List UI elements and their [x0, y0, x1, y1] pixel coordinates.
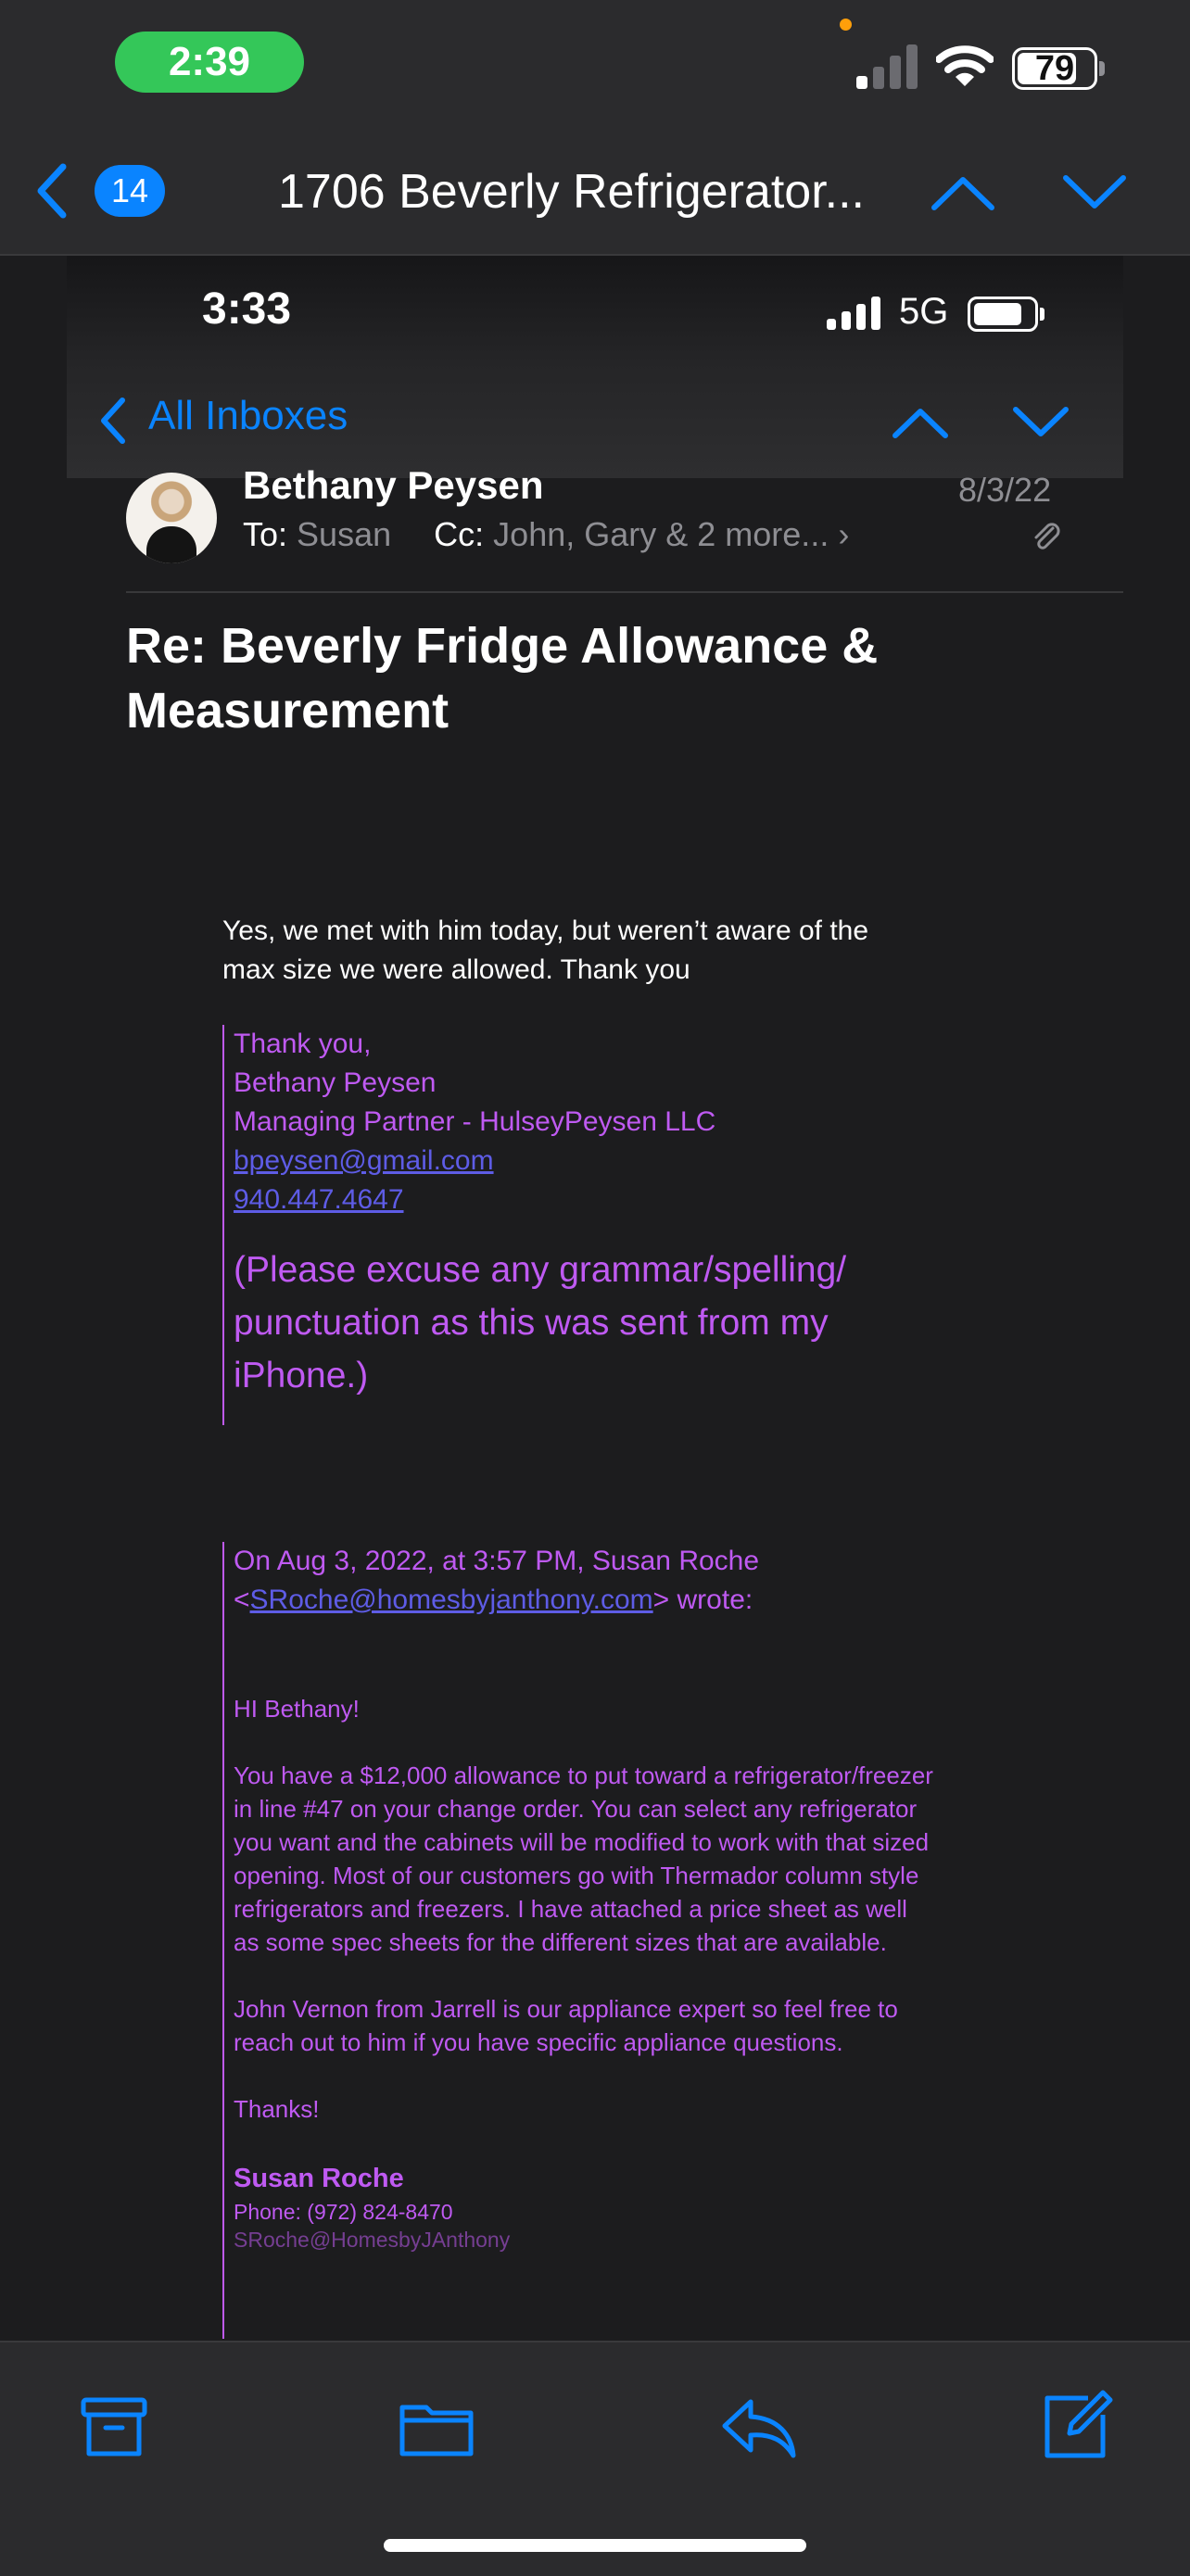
privacy-indicator-dot	[840, 19, 852, 31]
quoted-closing: Thanks!	[234, 2095, 320, 2123]
signature-phone-link[interactable]: 940.447.4647	[234, 1184, 404, 1215]
cc-label: Cc:	[434, 515, 485, 553]
email-subject: Re: Beverly Fridge Allowance & Measurement	[126, 618, 879, 739]
signature-thanks: Thank you,	[234, 1029, 372, 1059]
to-recipients: Susan	[297, 515, 392, 553]
inner-back-chevron-icon	[98, 397, 128, 445]
battery-percentage: 79	[1034, 49, 1075, 88]
header-divider	[126, 591, 1123, 593]
folder-icon[interactable]	[395, 2385, 478, 2469]
quoted-greeting: HI Bethany!	[234, 1695, 360, 1723]
next-message-icon[interactable]	[1062, 172, 1127, 213]
cc-recipients: John, Gary & 2 more...	[493, 515, 829, 553]
battery-icon	[1012, 47, 1097, 90]
wifi-icon	[936, 43, 994, 89]
quoted-sender-email-link[interactable]: SRoche@homesbyjanthony.com	[249, 1585, 653, 1615]
previous-message-icon[interactable]	[930, 172, 995, 213]
quoted-header: On Aug 3, 2022, at 3:57 PM, Susan Roche <SRoche@homesbyjanthony.com> wrote:	[234, 1546, 760, 1615]
unread-count-badge[interactable]: 14	[95, 165, 165, 217]
sender-avatar[interactable]	[126, 473, 217, 563]
email-body-text: Yes, we met with him today, but weren’t aware of the max size we were allowed. Thank you	[222, 915, 869, 985]
inner-previous-icon	[892, 404, 949, 441]
signature-email-link[interactable]: bpeysen@gmail.com	[234, 1145, 494, 1176]
inner-network-label: 5G	[899, 291, 949, 332]
signature-title: Managing Partner - HulseyPeysen LLC	[234, 1106, 716, 1137]
inner-cellular-signal-icon	[827, 295, 882, 330]
quoted-signature-name: Susan Roche	[234, 2164, 404, 2193]
chevron-right-icon: ›	[838, 515, 850, 553]
quoted-paragraph-appliance-expert: John Vernon from Jarrell is our appliance expert so feel free to reach out to him if you have specific appliance questions.	[234, 1995, 898, 2056]
thread-title: 1706 Beverly Refrigerator...	[278, 165, 865, 219]
email-date: 8/3/22	[958, 471, 1052, 509]
quoted-paragraph-allowance: You have a $12,000 allowance to put toward a refrigerator/freezer in line #47 on your change order. You can select any refrigerator you want and the cabinets will be modified to work with that sized opening. Most of our customers go with Thermador column style refrigerators and freezers. I have attached a price sheet as well as some spec sheets for the different sizes that are available.	[234, 1762, 933, 1956]
quoted-message	[222, 1542, 938, 2339]
compose-icon[interactable]	[1034, 2385, 1118, 2469]
quoted-header-suffix: wrote:	[677, 1585, 753, 1615]
recipients-row[interactable]	[243, 515, 849, 554]
quoted-signature-email-partial: SRoche@HomesbyJAnthony	[234, 2228, 511, 2252]
avatar-figure	[146, 526, 196, 563]
cellular-signal-icon	[856, 43, 919, 89]
signature-name: Bethany Peysen	[234, 1067, 437, 1098]
back-chevron-icon[interactable]	[33, 163, 70, 219]
inner-battery-fill	[974, 303, 1021, 325]
sender-name[interactable]: Bethany Peysen	[243, 463, 544, 507]
inner-status-time: 3:33	[202, 284, 292, 334]
quoted-header-prefix: On Aug 3, 2022, at 3:57 PM, Susan Roche	[234, 1546, 760, 1576]
signature-excuse-note: (Please excuse any grammar/spelling/ punctuation as this was sent from my iPhone.)	[234, 1250, 847, 1395]
battery-tip	[1099, 61, 1105, 76]
inner-battery-icon	[968, 297, 1038, 332]
inner-next-icon	[1012, 404, 1070, 441]
archive-icon[interactable]	[72, 2385, 156, 2469]
inner-all-inboxes-link: All Inboxes	[148, 393, 348, 438]
signature-block	[222, 1025, 938, 1425]
inner-battery-tip	[1040, 308, 1044, 321]
quoted-signature-phone: Phone: (972) 824-8470	[234, 2200, 453, 2224]
status-time[interactable]: 2:39	[115, 32, 304, 93]
attachment-paperclip-icon	[1031, 521, 1062, 552]
reply-icon[interactable]	[717, 2385, 801, 2469]
to-label: To:	[243, 515, 288, 553]
home-indicator[interactable]	[384, 2539, 806, 2552]
